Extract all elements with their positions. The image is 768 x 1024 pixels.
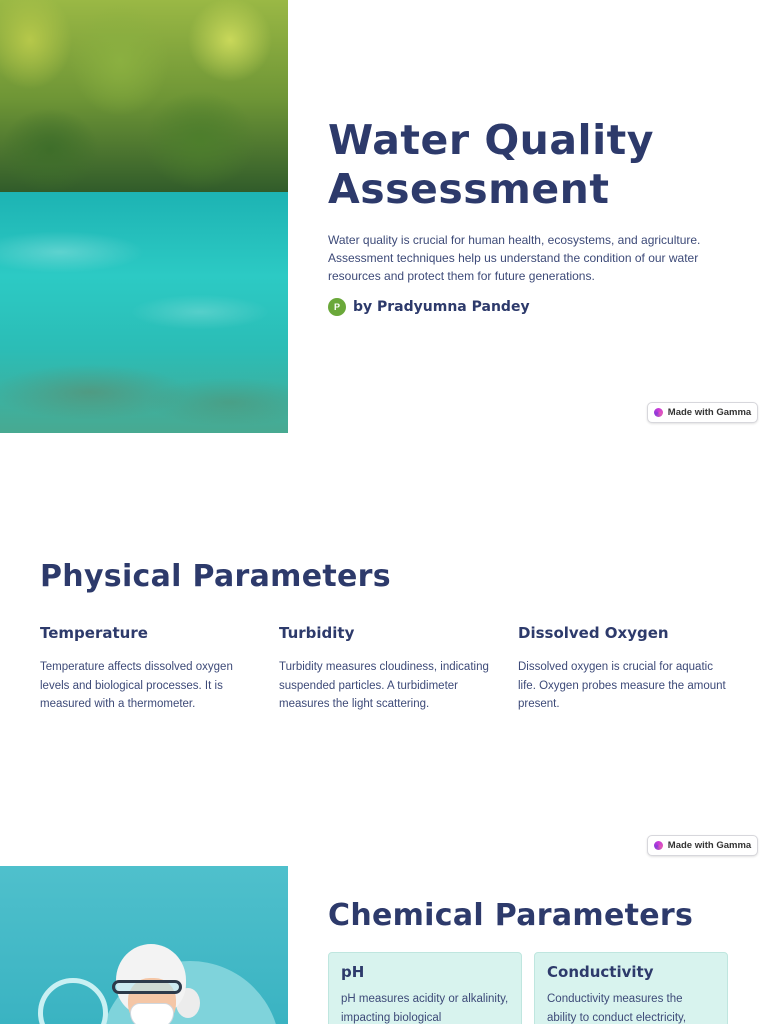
safety-goggles-icon bbox=[112, 980, 182, 994]
turquoise-water-image bbox=[0, 192, 288, 433]
card-heading: pH bbox=[341, 963, 365, 981]
column-turbidity bbox=[279, 624, 494, 714]
scientist-illustration bbox=[0, 866, 288, 1024]
card-conductivity bbox=[534, 952, 728, 1024]
column-heading: Dissolved Oxygen bbox=[518, 624, 669, 642]
title-line-2: Assessment bbox=[328, 165, 610, 213]
badge-label: Made with Gamma bbox=[667, 840, 752, 851]
column-temperature bbox=[40, 624, 255, 714]
face-mask-icon bbox=[130, 1003, 174, 1024]
physical-parameters-slide bbox=[0, 433, 768, 866]
badge-label: Made with Gamma bbox=[667, 407, 752, 418]
lake-photo bbox=[0, 0, 288, 433]
column-body: Dissolved oxygen is crucial for aquatic life. Oxygen probes measure the amount present. bbox=[518, 661, 726, 710]
card-body: pH measures acidity or alkalinity, impacting biological bbox=[341, 993, 509, 1024]
title-slide bbox=[0, 0, 768, 433]
card-body: Conductivity measures the ability to conduct electricity, bbox=[547, 993, 687, 1024]
column-heading: Turbidity bbox=[279, 624, 355, 642]
slide-title bbox=[328, 116, 748, 214]
column-body: Turbidity measures cloudiness, indicating suspended particles. A turbidimeter measures the light scattering. bbox=[279, 661, 489, 710]
column-dissolved-oxygen bbox=[518, 624, 733, 714]
column-body: Temperature affects dissolved oxygen levels and biological processes. It is measured with a thermometer. bbox=[40, 661, 233, 710]
gamma-logo-icon bbox=[654, 408, 663, 417]
made-with-gamma-badge[interactable] bbox=[647, 402, 758, 423]
column-heading: Temperature bbox=[40, 624, 148, 642]
intro-paragraph: Water quality is crucial for human health, ecosystems, and agriculture. Assessment techniques help us understand the condition of our water resources and protect them for future generations. bbox=[328, 233, 701, 283]
gamma-logo-icon bbox=[654, 841, 663, 850]
forest-trees-image bbox=[0, 0, 288, 195]
author-name: by Pradyumna Pandey bbox=[353, 299, 530, 315]
author-byline bbox=[328, 298, 530, 316]
section-title: Physical Parameters bbox=[40, 559, 391, 594]
card-heading: Conductivity bbox=[547, 963, 654, 981]
sample-ring-icon bbox=[38, 978, 108, 1024]
avatar: P bbox=[328, 298, 346, 316]
card-ph bbox=[328, 952, 522, 1024]
made-with-gamma-badge[interactable] bbox=[647, 835, 758, 856]
chemical-parameters-slide bbox=[0, 866, 768, 1024]
title-line-1: Water Quality bbox=[328, 116, 654, 164]
section-title: Chemical Parameters bbox=[328, 898, 694, 933]
